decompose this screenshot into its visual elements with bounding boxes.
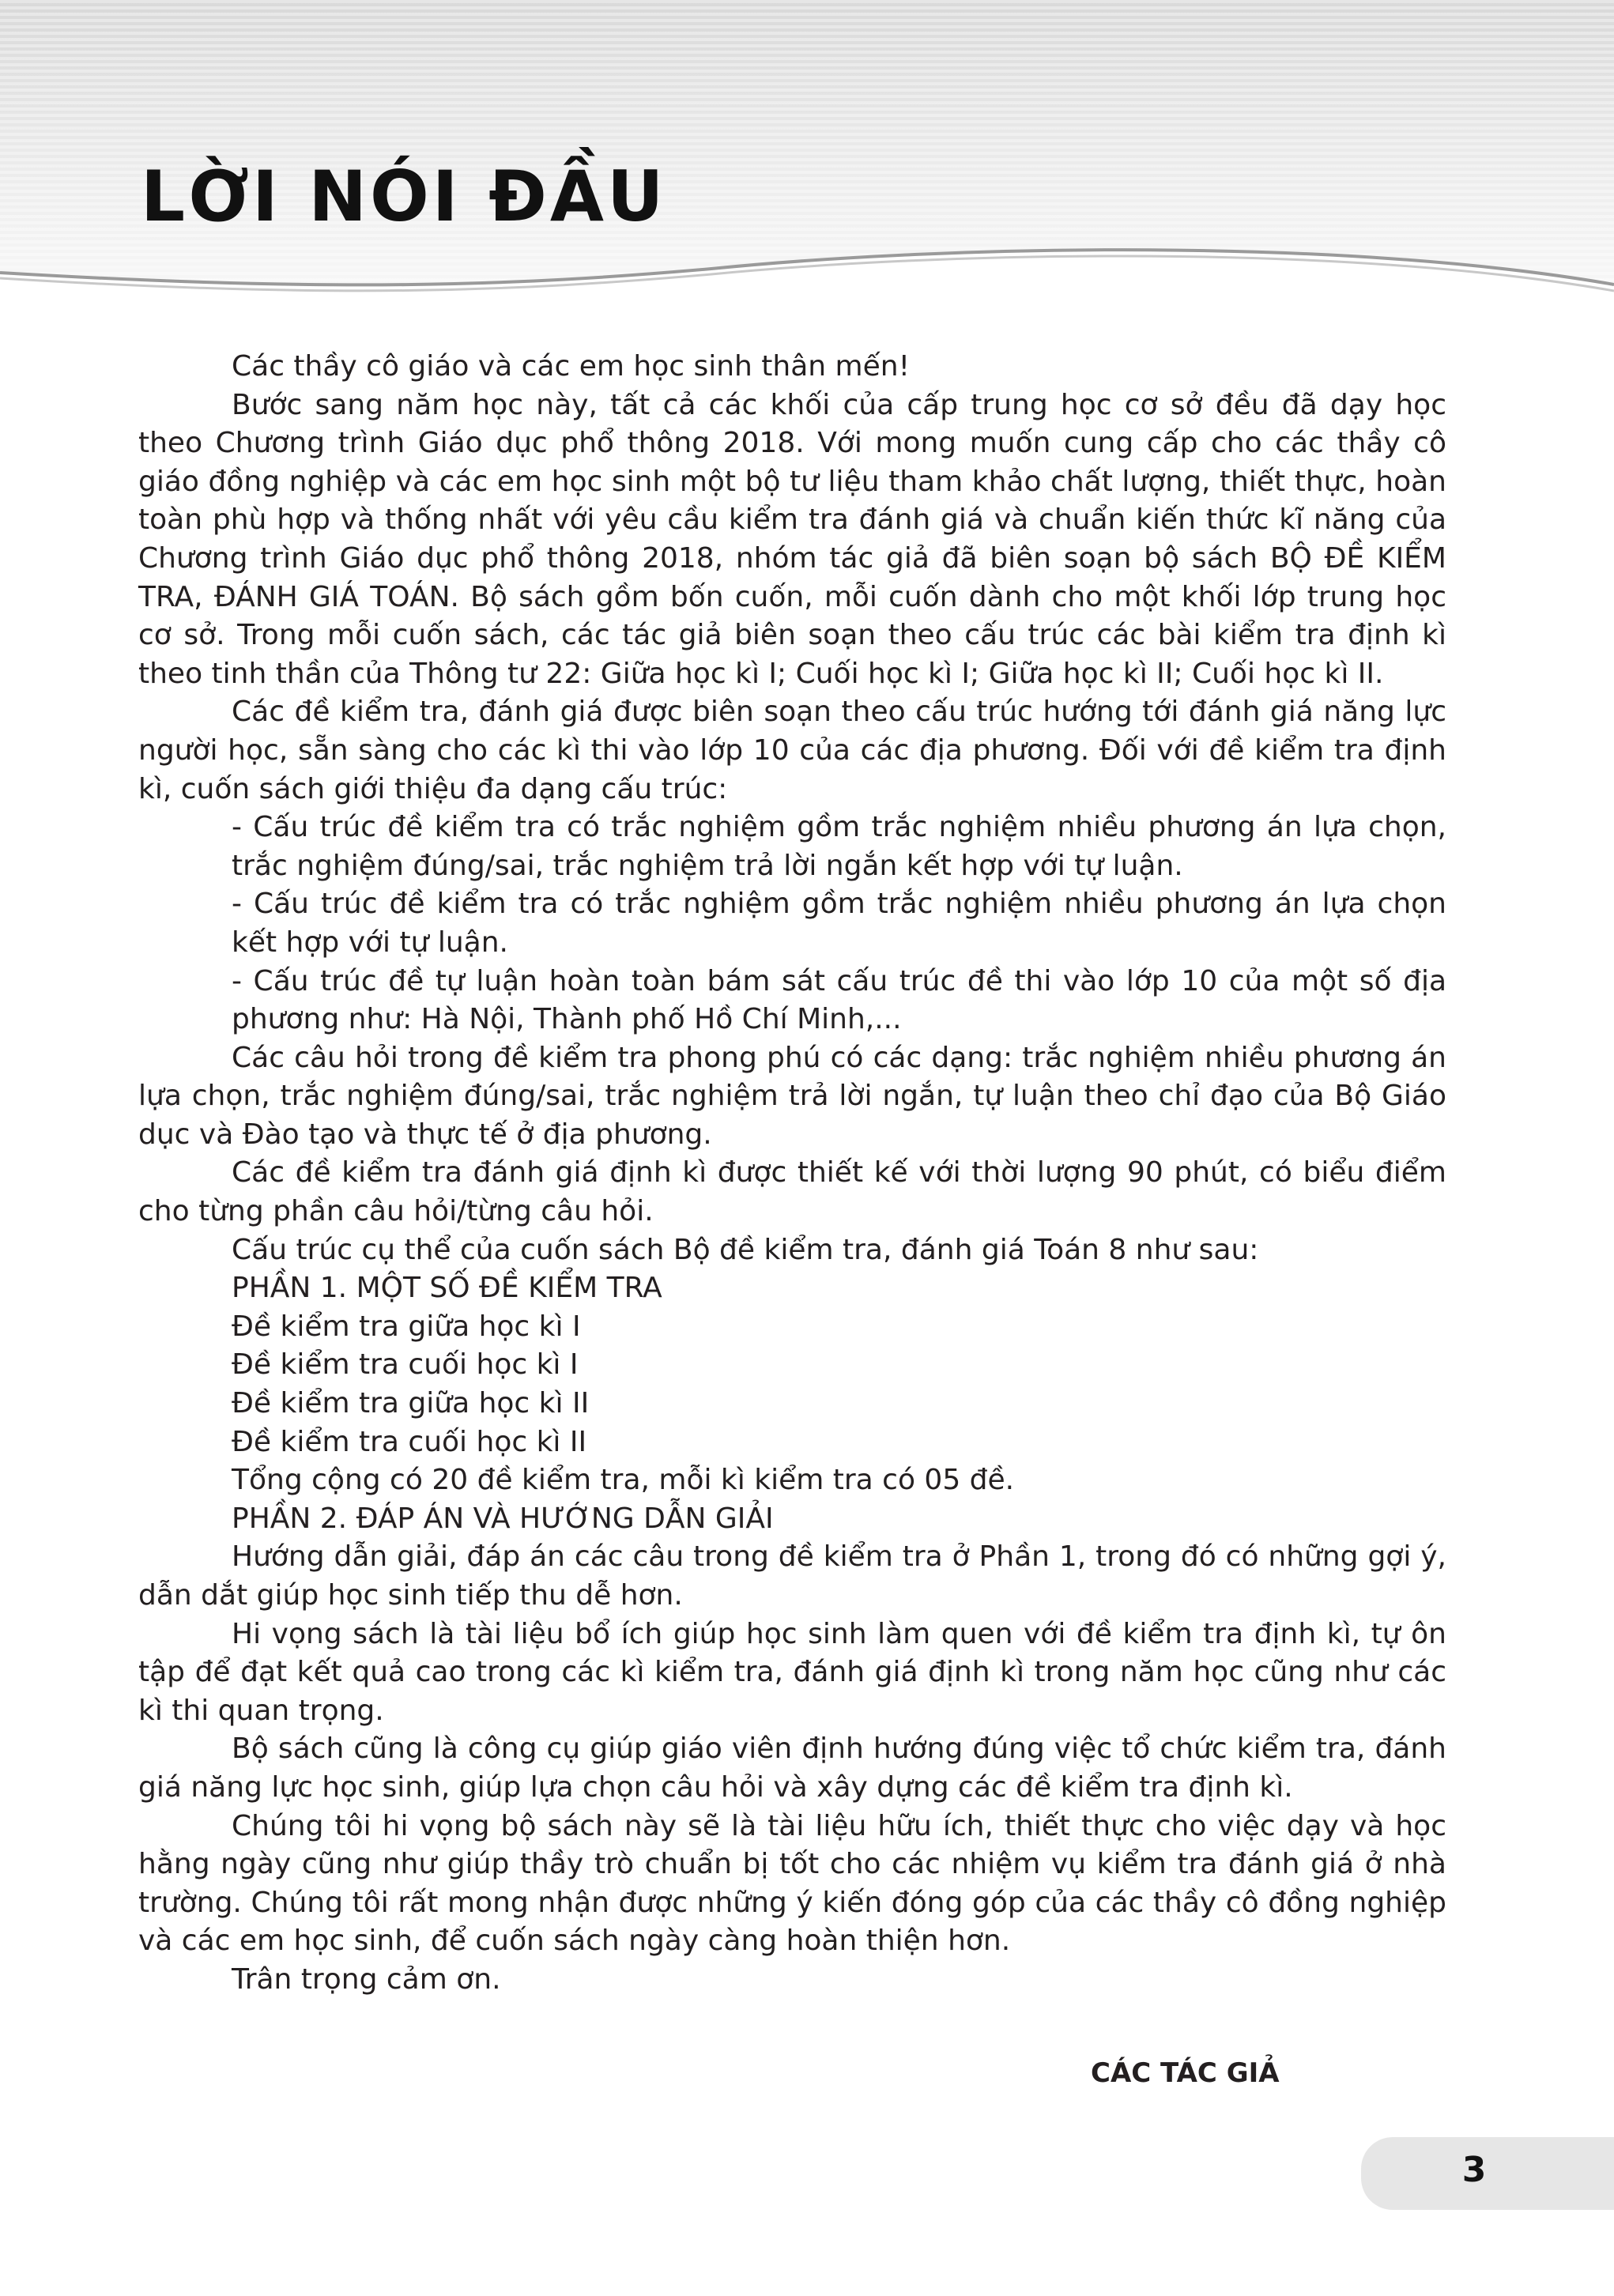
paragraph: Hi vọng sách là tài liệu bổ ích giúp học sinh làm quen với đề kiểm tra định kì, tự ôn tập để đạt kết quả cao trong các kì kiểm tra, đánh giá định kì trong năm học cũng như các kì thi quan trọng.	[138, 1617, 1446, 1727]
paragraph: Các đề kiểm tra, đánh giá được biên soạn theo cấu trúc hướng tới đánh giá năng lực người học, sẵn sàng cho các kì thi vào lớp 10 của các địa phương. Đối với đề kiểm tra định kì, cuốn sách giới thiệu đa dạng cấu trúc:	[138, 696, 1446, 805]
section-heading: PHẦN 2. ĐÁP ÁN VÀ HƯỚNG DẪN GIẢI	[232, 1502, 774, 1535]
bullet-item: - Cấu trúc đề kiểm tra có trắc nghiệm gồm trắc nghiệm nhiều phương án lựa chọn kết hợp với tự luận.	[232, 888, 1446, 959]
paragraph: Các đề kiểm tra đánh giá định kì được thiết kế với thời lượng 90 phút, có biểu điểm cho từng phần câu hỏi/từng câu hỏi.	[138, 1156, 1446, 1228]
closing-line: Trân trọng cảm ơn.	[232, 1962, 501, 1996]
section-heading: PHẦN 1. MỘT SỐ ĐỀ KIỂM TRA	[232, 1272, 662, 1305]
list-item: Đề kiểm tra cuối học kì I	[232, 1348, 579, 1382]
bullet-item: - Cấu trúc đề tự luận hoàn toàn bám sát cấu trúc đề thi vào lớp 10 của một số địa phương như: Hà Nội, Thành phố Hồ Chí Minh,...	[232, 964, 1446, 1036]
list-item: Đề kiểm tra giữa học kì I	[232, 1310, 581, 1343]
paragraph: Cấu trúc cụ thể của cuốn sách Bộ đề kiểm tra, đánh giá Toán 8 như sau:	[232, 1233, 1259, 1266]
page-title: LỜI NÓI ĐẦU	[141, 156, 667, 237]
page-number: 3	[1461, 2150, 1487, 2190]
paragraph: Hướng dẫn giải, đáp án các câu trong đề kiểm tra ở Phần 1, trong đó có những gợi ý, dẫn dắt giúp học sinh tiếp thu dễ hơn.	[138, 1540, 1446, 1612]
preface-body	[138, 348, 1446, 2000]
bullet-item: - Cấu trúc đề kiểm tra có trắc nghiệm gồm trắc nghiệm nhiều phương án lựa chọn, trắc nghiệm đúng/sai, trắc nghiệm trả lời ngắn kết hợp với tự luận.	[232, 811, 1446, 882]
paragraph-greeting: Các thầy cô giáo và các em học sinh thân mến!	[232, 350, 911, 383]
list-item: Tổng cộng có 20 đề kiểm tra, mỗi kì kiểm tra có 05 đề.	[232, 1464, 1015, 1497]
list-item: Đề kiểm tra giữa học kì II	[232, 1387, 590, 1420]
list-item: Đề kiểm tra cuối học kì II	[232, 1425, 587, 1458]
paragraph: Các câu hỏi trong đề kiểm tra phong phú có các dạng: trắc nghiệm nhiều phương án lựa chọn, trắc nghiệm đúng/sai, trắc nghiệm trả lời ngắn, tự luận theo chỉ đạo của Bộ Giáo dục và Đào tạo và thực tế ở địa phương.	[138, 1041, 1446, 1151]
paragraph: Bước sang năm học này, tất cả các khối của cấp trung học cơ sở đều đã dạy học theo Chương trình Giáo dục phổ thông 2018. Với mong muốn cung cấp cho các thầy cô giáo đồng nghiệp và các em học sinh một bộ tư liệu tham khảo chất lượng, thiết thực, hoàn toàn phù hợp và thống nhất với yêu cầu kiểm tra đánh giá và chuẩn kiến thức kĩ năng của Chương trình Giáo dục phổ thông 2018, nhóm tác giả đã biên soạn bộ sách BỘ ĐỀ KIỂM TRA, ĐÁNH GIÁ TOÁN. Bộ sách gồm bốn cuốn, mỗi cuốn dành cho một khối lớp trung học cơ sở. Trong mỗi cuốn sách, các tác giả biên soạn theo cấu trúc các bài kiểm tra định kì theo tinh thần của Thông tư 22: Giữa học kì I; Cuối học kì I; Giữa học kì II; Cuối học kì II.	[138, 388, 1446, 690]
paragraph: Chúng tôi hi vọng bộ sách này sẽ là tài liệu hữu ích, thiết thực cho việc dạy và học hằng ngày cũng như giúp thầy trò chuẩn bị tốt cho các nhiệm vụ kiểm tra đánh giá ở nhà trường. Chúng tôi rất mong nhận được những ý kiến đóng góp của các thầy cô đồng nghiệp và các em học sinh, để cuốn sách ngày càng hoàn thiện hơn.	[138, 1809, 1446, 1958]
signature: CÁC TÁC GIẢ	[1091, 2057, 1280, 2089]
paragraph: Bộ sách cũng là công cụ giúp giáo viên định hướng đúng việc tổ chức kiểm tra, đánh giá năng lực học sinh, giúp lựa chọn câu hỏi và xây dựng các đề kiểm tra định kì.	[138, 1732, 1446, 1804]
